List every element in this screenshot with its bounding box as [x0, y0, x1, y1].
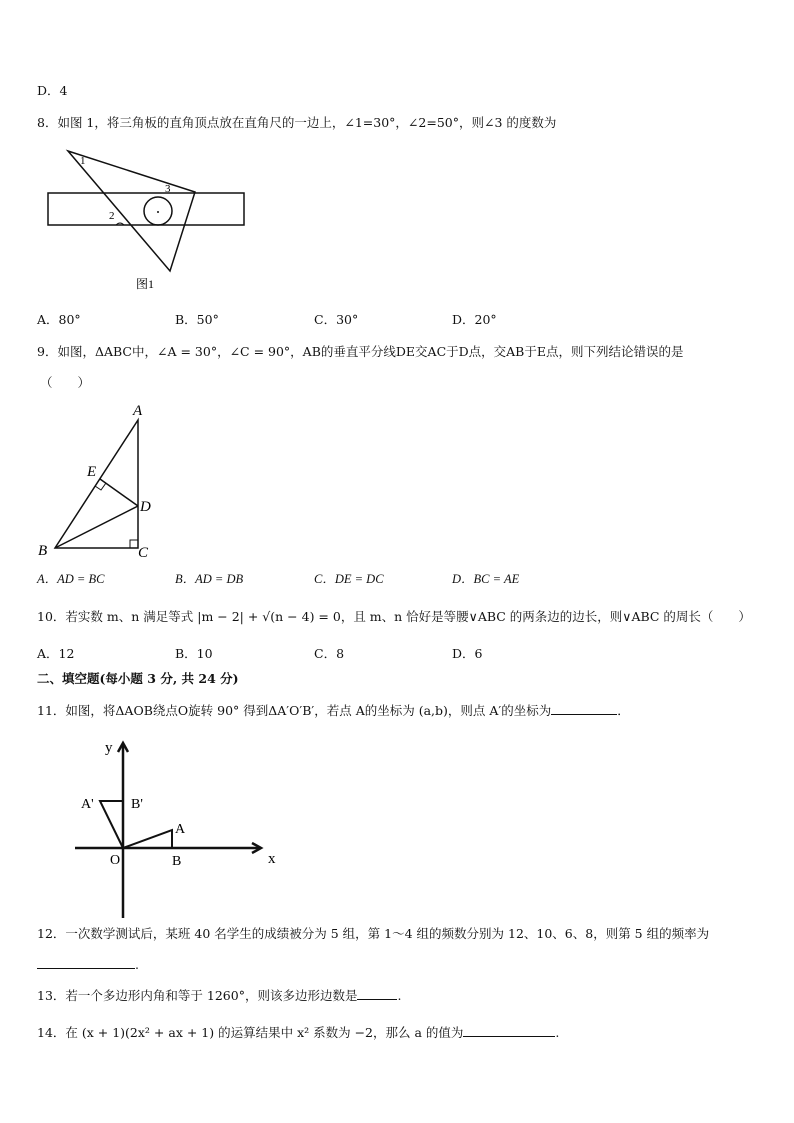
q14-stem — [37, 1024, 559, 1042]
q11-text: 11．如图，将ΔAOB绕点O旋转 90° 得到ΔA′O′B′，若点 A的坐标为 (a,b)，则点 A′的坐标为 — [37, 703, 552, 718]
triangle-aob — [123, 830, 172, 848]
label-a: A — [175, 822, 186, 837]
q11-answer-blank[interactable] — [551, 702, 617, 715]
q8-option-b: B．50° — [175, 312, 219, 327]
q13-stem — [37, 987, 401, 1005]
segment-bd — [55, 506, 138, 548]
q8-option-c: C．30° — [314, 312, 359, 327]
q11-end: ． — [617, 703, 630, 718]
label-a-prime: A' — [81, 797, 94, 812]
q12-stem: 12．一次数学测试后，某班 40 名学生的成绩被分为 5 组，第 1～4 组的频数分别为 12、10、6、8，则第 5 组的频率为 — [37, 926, 710, 941]
q9-paren: （ ） — [40, 375, 91, 390]
triangle-a-prime — [100, 801, 123, 848]
q12-answer-line — [37, 956, 139, 974]
q14-text: 14．在 (x + 1)(2x² + ax + 1) 的运算结果中 x² 系数为 −2，那么 a 的值为 — [37, 1025, 464, 1040]
section-2-title: 二、填空题(每小题 3 分, 共 24 分) — [37, 671, 239, 686]
q10-stem: 10．若实数 m、n 满足等式 |m − 2| + √(n − 4) = 0，且 m、n 恰好是等腰∨ABC 的两条边的边长，则∨ABC 的周长（ ） — [37, 609, 751, 624]
axis-y-label: y — [105, 740, 113, 756]
label-b: B — [172, 854, 182, 869]
triangle-abc — [55, 420, 138, 548]
q10-option-b: B．10 — [175, 646, 213, 661]
label-o: O — [110, 853, 121, 868]
angle-3-label: 3 — [165, 183, 171, 195]
q13-answer-blank[interactable] — [357, 987, 397, 1000]
q11-stem — [37, 702, 630, 720]
label-e: E — [87, 464, 97, 480]
ruler — [48, 193, 244, 225]
q7-option-d: D．4 — [37, 83, 68, 98]
q9-option-d: D．BC = AE — [452, 572, 520, 586]
q14-answer-blank[interactable] — [463, 1024, 555, 1037]
label-a: A — [133, 403, 143, 419]
q12-answer-blank[interactable] — [37, 956, 135, 969]
q13-end: . — [397, 988, 402, 1003]
q14-end: . — [555, 1025, 560, 1040]
q10-option-a: A．12 — [37, 646, 75, 661]
q8-figure — [40, 145, 260, 295]
label-b-prime: B' — [131, 797, 143, 812]
label-b: B — [38, 543, 48, 559]
q9-option-b: B．AD = DB — [175, 572, 244, 586]
q9-option-c: C．DE = DC — [314, 572, 384, 586]
right-angle-c — [130, 540, 138, 548]
q10-option-c: C．8 — [314, 646, 345, 661]
q13-text: 13．若一个多边形内角和等于 1260°，则该多边形边数是 — [37, 988, 358, 1003]
q8-stem: 8．如图 1，将三角板的直角顶点放在直角尺的一边上，∠1=30°，∠2=50°，则∠3 的度数为 — [37, 115, 557, 130]
q11-figure — [72, 735, 287, 920]
figure-caption: 图1 — [136, 277, 155, 291]
q8-option-a: A．80° — [37, 312, 81, 327]
angle-2-label: 2 — [109, 210, 115, 222]
q9-option-a: A．AD = BC — [37, 572, 105, 586]
q8-option-d: D．20° — [452, 312, 497, 327]
axis-x-label: x — [268, 851, 276, 867]
q9-figure — [35, 400, 165, 565]
q10-option-d: D．6 — [452, 646, 483, 661]
q9-stem: 9．如图，ΔABC中，∠A = 30°，∠C = 90°，AB的垂直平分线DE交AC于D点，交AB于E点，则下列结论错误的是 — [37, 344, 684, 359]
q12-end: . — [135, 957, 139, 972]
angle-1-label: 1 — [80, 155, 86, 167]
label-d: D — [140, 499, 151, 515]
set-square — [68, 151, 195, 271]
label-c: C — [138, 545, 149, 561]
